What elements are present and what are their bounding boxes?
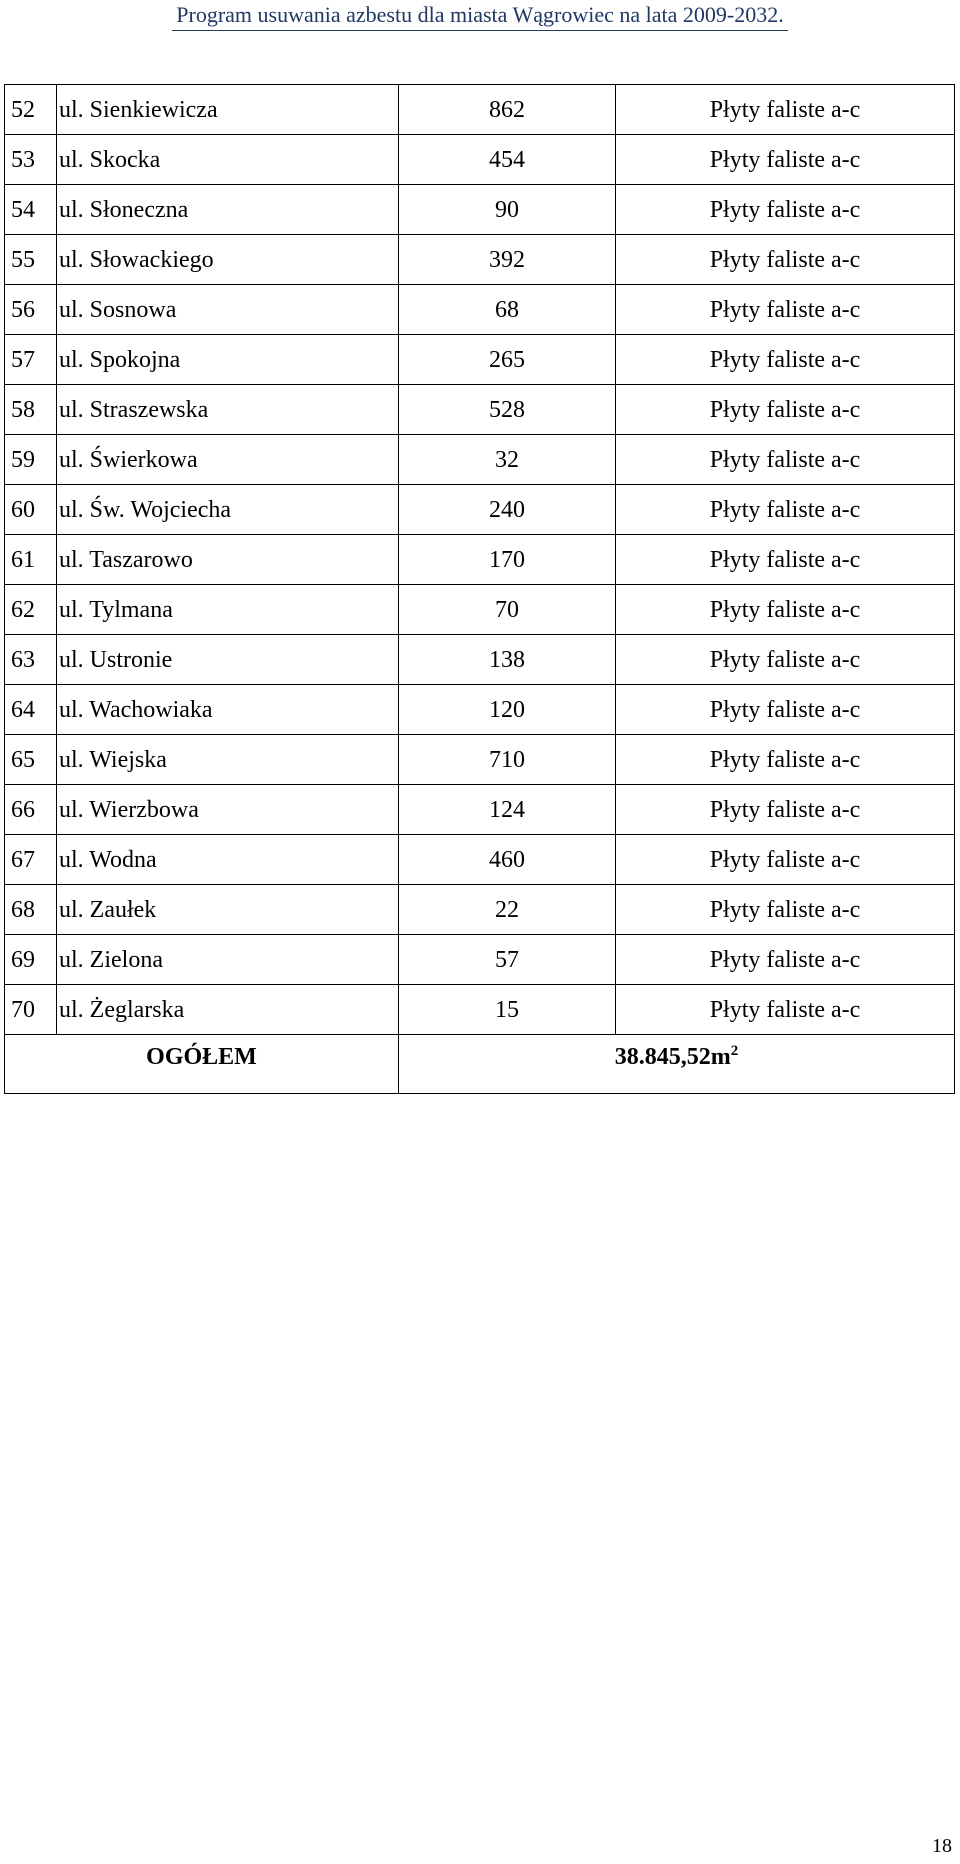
total-row bbox=[5, 1035, 955, 1094]
row-number: 60 bbox=[5, 485, 57, 535]
total-label-cell bbox=[5, 1035, 399, 1094]
row-number: 52 bbox=[5, 85, 57, 135]
table-row bbox=[5, 485, 955, 535]
page-number: 18 bbox=[932, 1835, 952, 1857]
table-row bbox=[5, 335, 955, 385]
table-row bbox=[5, 85, 955, 135]
street-name: ul. Wachowiaka bbox=[57, 685, 399, 735]
row-number: 67 bbox=[5, 835, 57, 885]
material-type: Płyty faliste a-c bbox=[616, 785, 955, 835]
street-name: ul. Zaułek bbox=[57, 885, 399, 935]
area-value: 862 bbox=[399, 85, 616, 135]
street-name: ul. Wodna bbox=[57, 835, 399, 885]
material-type: Płyty faliste a-c bbox=[616, 735, 955, 785]
material-type: Płyty faliste a-c bbox=[616, 685, 955, 735]
material-type: Płyty faliste a-c bbox=[616, 385, 955, 435]
area-value: 90 bbox=[399, 185, 616, 235]
area-value: 15 bbox=[399, 985, 616, 1035]
material-type: Płyty faliste a-c bbox=[616, 985, 955, 1035]
table-row bbox=[5, 785, 955, 835]
street-name: ul. Straszewska bbox=[57, 385, 399, 435]
row-number: 61 bbox=[5, 535, 57, 585]
table-row bbox=[5, 385, 955, 435]
document-title: Program usuwania azbestu dla miasta Wągrowiec na lata 2009-2032. bbox=[172, 0, 787, 31]
total-value-superscript: 2 bbox=[730, 1043, 739, 1059]
area-value: 70 bbox=[399, 585, 616, 635]
row-number: 57 bbox=[5, 335, 57, 385]
area-value: 710 bbox=[399, 735, 616, 785]
row-number: 62 bbox=[5, 585, 57, 635]
material-type: Płyty faliste a-c bbox=[616, 435, 955, 485]
table-row bbox=[5, 935, 955, 985]
material-type: Płyty faliste a-c bbox=[616, 885, 955, 935]
area-value: 22 bbox=[399, 885, 616, 935]
area-value: 460 bbox=[399, 835, 616, 885]
material-type: Płyty faliste a-c bbox=[616, 85, 955, 135]
page-header bbox=[0, 0, 960, 34]
row-number: 65 bbox=[5, 735, 57, 785]
table-row bbox=[5, 735, 955, 785]
row-number: 70 bbox=[5, 985, 57, 1035]
area-value: 124 bbox=[399, 785, 616, 835]
street-name: ul. Spokojna bbox=[57, 335, 399, 385]
area-value: 138 bbox=[399, 635, 616, 685]
street-name: ul. Skocka bbox=[57, 135, 399, 185]
material-type: Płyty faliste a-c bbox=[616, 185, 955, 235]
table-row bbox=[5, 285, 955, 335]
table-row bbox=[5, 885, 955, 935]
row-number: 53 bbox=[5, 135, 57, 185]
total-value: 38.845,52m bbox=[614, 1044, 731, 1070]
area-value: 68 bbox=[399, 285, 616, 335]
row-number: 54 bbox=[5, 185, 57, 235]
street-name: ul. Wierzbowa bbox=[57, 785, 399, 835]
material-type: Płyty faliste a-c bbox=[616, 935, 955, 985]
material-type: Płyty faliste a-c bbox=[616, 135, 955, 185]
table-row bbox=[5, 985, 955, 1035]
area-value: 265 bbox=[399, 335, 616, 385]
row-number: 68 bbox=[5, 885, 57, 935]
table-row bbox=[5, 135, 955, 185]
street-name: ul. Taszarowo bbox=[57, 535, 399, 585]
material-type: Płyty faliste a-c bbox=[616, 285, 955, 335]
area-value: 57 bbox=[399, 935, 616, 985]
row-number: 66 bbox=[5, 785, 57, 835]
area-value: 32 bbox=[399, 435, 616, 485]
street-name: ul. Żeglarska bbox=[57, 985, 399, 1035]
street-name: ul. Sienkiewicza bbox=[57, 85, 399, 135]
table-row bbox=[5, 235, 955, 285]
table-body bbox=[5, 85, 955, 1094]
row-number: 58 bbox=[5, 385, 57, 435]
material-type: Płyty faliste a-c bbox=[616, 585, 955, 635]
material-type: Płyty faliste a-c bbox=[616, 835, 955, 885]
table-row bbox=[5, 835, 955, 885]
area-value: 528 bbox=[399, 385, 616, 435]
table-row bbox=[5, 535, 955, 585]
asbestos-table bbox=[4, 84, 955, 1094]
street-name: ul. Sosnowa bbox=[57, 285, 399, 335]
area-value: 170 bbox=[399, 535, 616, 585]
street-name: ul. Tylmana bbox=[57, 585, 399, 635]
material-type: Płyty faliste a-c bbox=[616, 635, 955, 685]
area-value: 392 bbox=[399, 235, 616, 285]
street-name: ul. Ustronie bbox=[57, 635, 399, 685]
street-name: ul. Wiejska bbox=[57, 735, 399, 785]
row-number: 55 bbox=[5, 235, 57, 285]
total-label: OGÓŁEM bbox=[146, 1044, 257, 1070]
material-type: Płyty faliste a-c bbox=[616, 535, 955, 585]
table-row bbox=[5, 685, 955, 735]
row-number: 56 bbox=[5, 285, 57, 335]
area-value: 240 bbox=[399, 485, 616, 535]
table-row bbox=[5, 185, 955, 235]
table-row bbox=[5, 635, 955, 685]
street-name: ul. Zielona bbox=[57, 935, 399, 985]
area-value: 454 bbox=[399, 135, 616, 185]
street-name: ul. Słoneczna bbox=[57, 185, 399, 235]
material-type: Płyty faliste a-c bbox=[616, 485, 955, 535]
material-type: Płyty faliste a-c bbox=[616, 235, 955, 285]
area-value: 120 bbox=[399, 685, 616, 735]
material-type: Płyty faliste a-c bbox=[616, 335, 955, 385]
street-name: ul. Świerkowa bbox=[57, 435, 399, 485]
total-value-cell bbox=[399, 1035, 955, 1094]
street-name: ul. Św. Wojciecha bbox=[57, 485, 399, 535]
street-name: ul. Słowackiego bbox=[57, 235, 399, 285]
row-number: 63 bbox=[5, 635, 57, 685]
row-number: 59 bbox=[5, 435, 57, 485]
table-row bbox=[5, 585, 955, 635]
table-row bbox=[5, 435, 955, 485]
row-number: 69 bbox=[5, 935, 57, 985]
row-number: 64 bbox=[5, 685, 57, 735]
